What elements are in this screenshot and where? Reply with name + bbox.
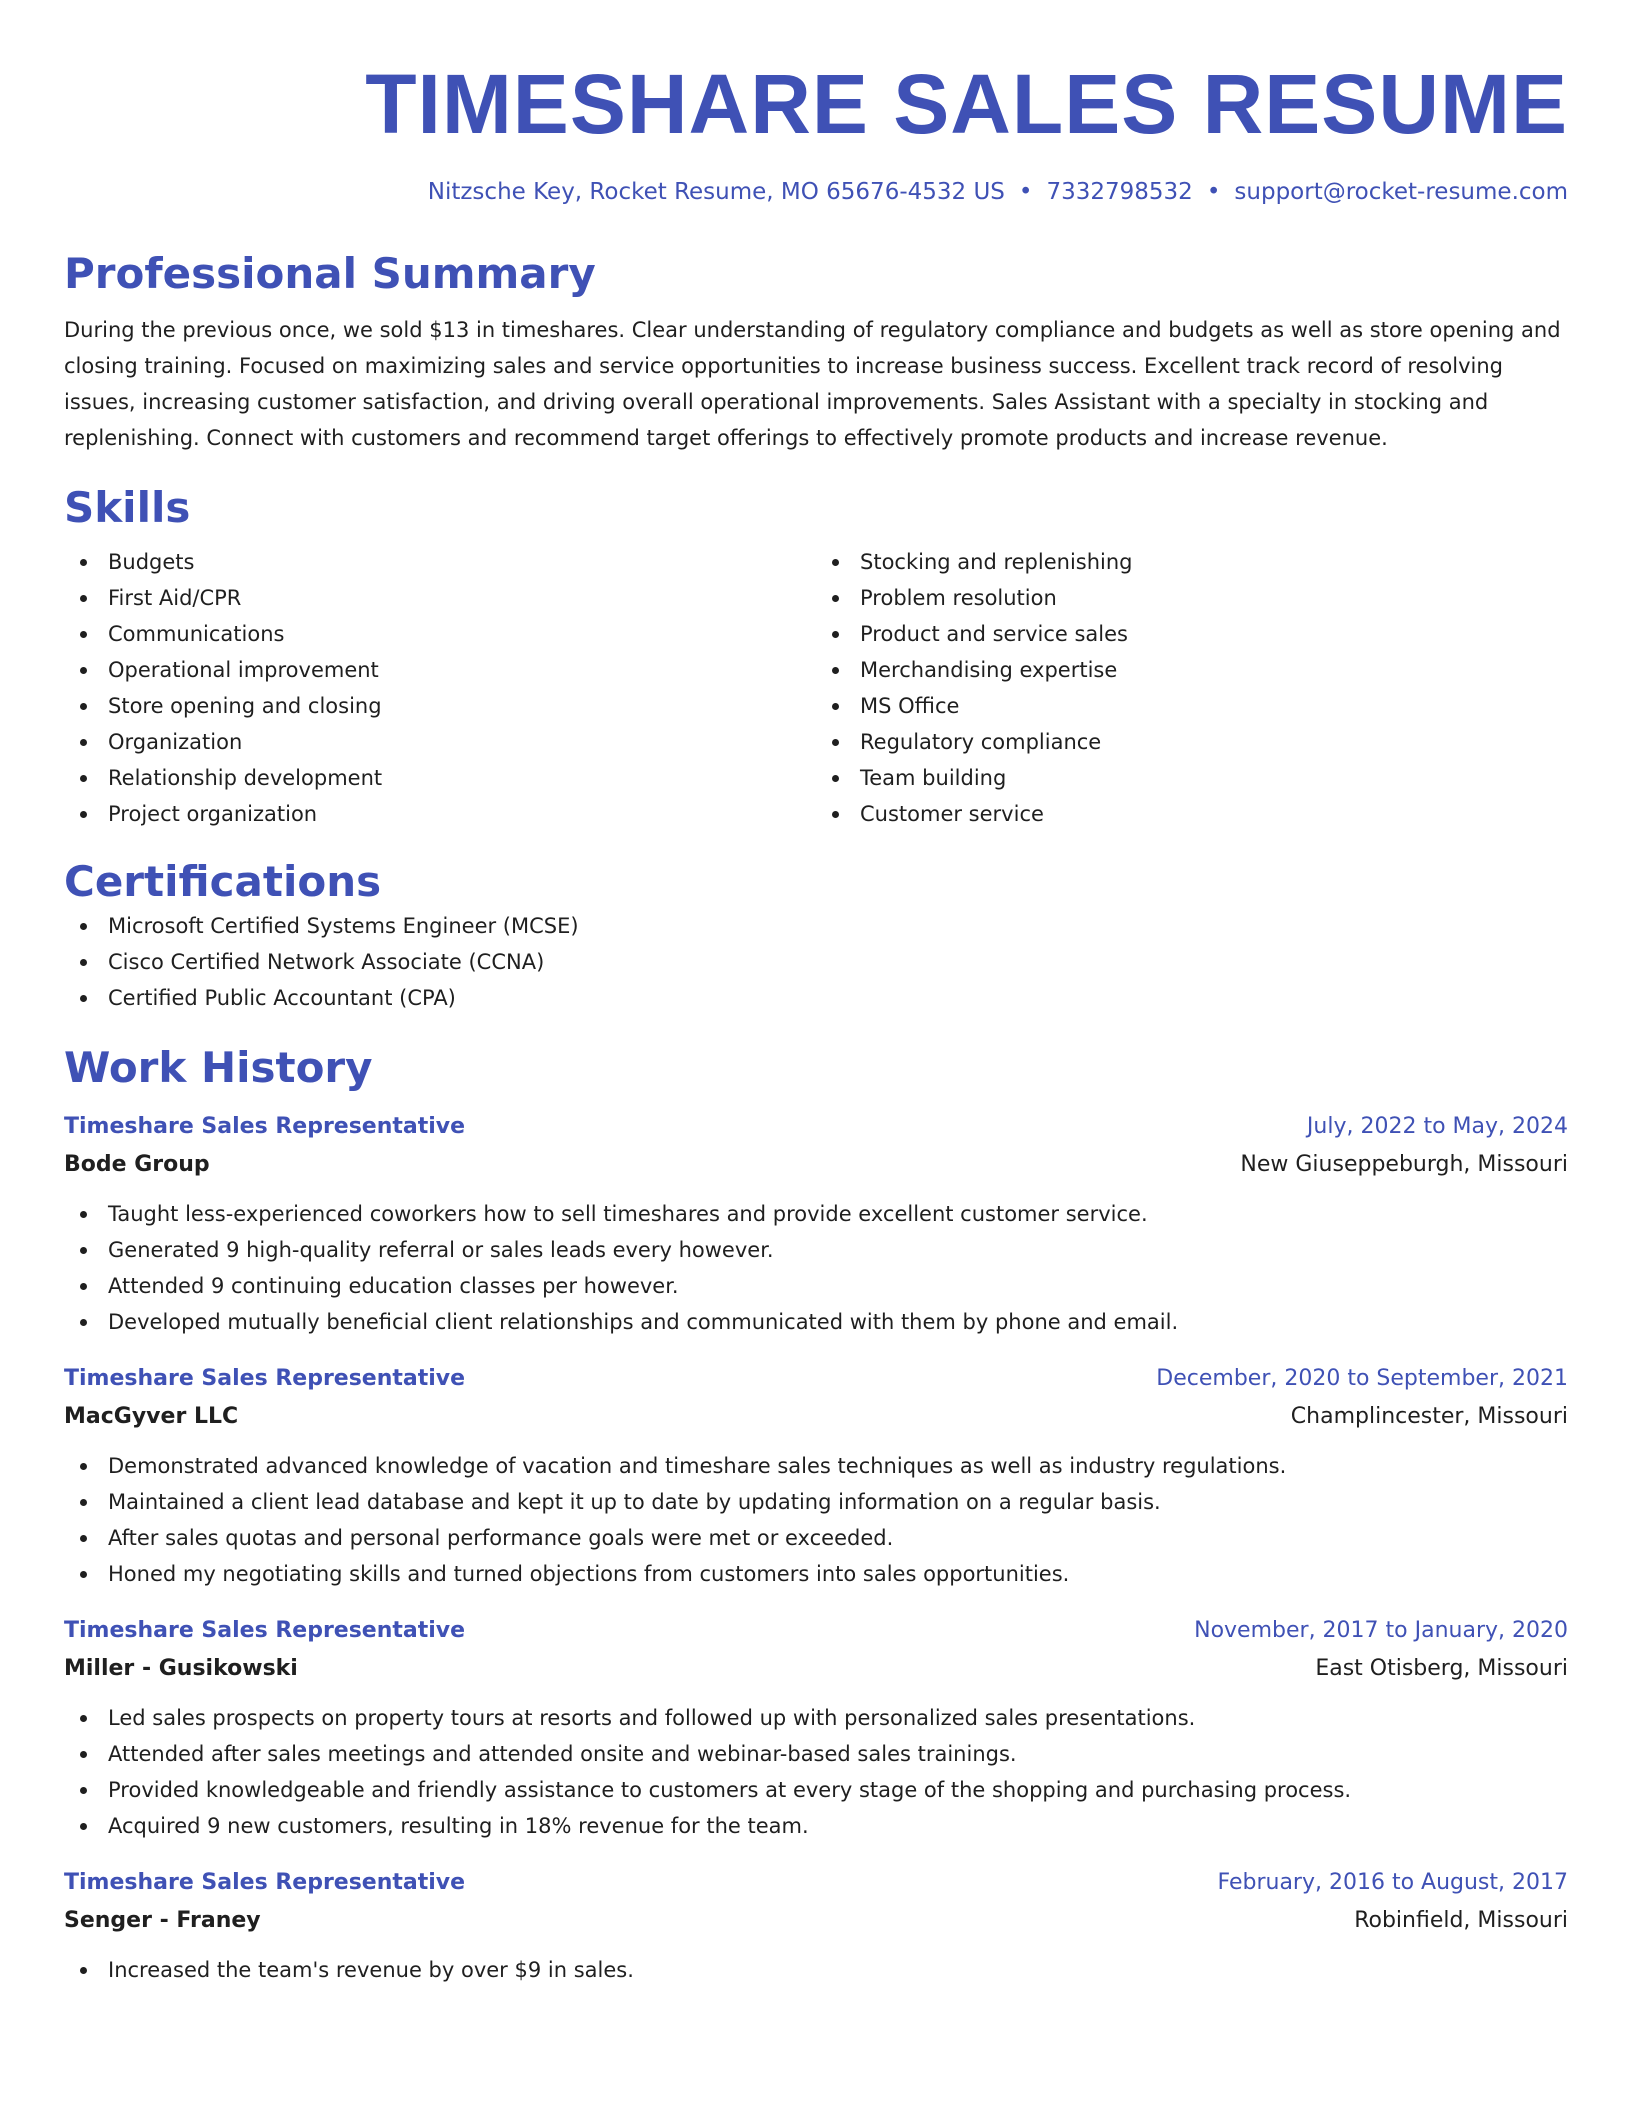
job-entry: [64, 1360, 1568, 1592]
job-company-row: [64, 1146, 1568, 1184]
skill-item: Regulatory compliance: [816, 724, 1568, 760]
job-company: Senger - Franey: [64, 1908, 261, 1933]
contact-phone: 7332798532: [1046, 179, 1193, 205]
skill-item: Customer service: [816, 796, 1568, 832]
job-bullet: Attended 9 continuing education classes per however.: [64, 1268, 1568, 1304]
skill-item: Store opening and closing: [64, 688, 816, 724]
job-location: Champlincester, Missouri: [1290, 1404, 1568, 1429]
job-company: Miller - Gusikowski: [64, 1656, 298, 1681]
job-bullet: Led sales prospects on property tours at resorts and followed up with personalized sales presentations.: [64, 1700, 1568, 1736]
summary-text: During the previous once, we sold $13 in timeshares. Clear understanding of regulatory compliance and budgets as well as store opening and closing training. Focused on maximizing sales and service opportunities to increase business success. Excellent track record of resolving issues, increasing customer satisfaction, and driving overall operational improvements. Sales Assistant with a specialty in stocking and replenishing. Connect with customers and recommend target offerings to effectively promote products and increase revenue.: [64, 318, 1561, 450]
job-bullet: Honed my negotiating skills and turned objections from customers into sales opportunities.: [64, 1556, 1568, 1592]
job-company-row: [64, 1398, 1568, 1436]
skills-heading: Skills: [64, 483, 191, 532]
job-bullets: [64, 1952, 1568, 1988]
skill-item: Organization: [64, 724, 816, 760]
job-bullet: Taught less-experienced coworkers how to sell timeshares and provide excellent customer service.: [64, 1196, 1568, 1232]
job-title: Timeshare Sales Representative: [64, 1366, 466, 1391]
skill-item: Operational improvement: [64, 652, 816, 688]
job-bullets: [64, 1196, 1568, 1340]
contact-separator: •: [1206, 179, 1221, 205]
job-title: Timeshare Sales Representative: [64, 1618, 466, 1643]
job-location: East Otisberg, Missouri: [1315, 1656, 1568, 1681]
skills-list-right: [816, 544, 1568, 832]
work-history-list: [64, 1108, 1568, 1988]
job-title: Timeshare Sales Representative: [64, 1114, 466, 1139]
skill-item: Merchandising expertise: [816, 652, 1568, 688]
job-bullet: Demonstrated advanced knowledge of vacation and timeshare sales techniques as well as industry regulations.: [64, 1448, 1568, 1484]
contact-line: [64, 176, 1568, 208]
job-entry: [64, 1612, 1568, 1844]
summary-heading: Professional Summary: [64, 249, 596, 298]
contact-email[interactable]: support@rocket-resume.com: [1234, 179, 1568, 205]
job-dates: November, 2017 to January, 2020: [1194, 1618, 1568, 1643]
certification-item: Microsoft Certified Systems Engineer (MCSE): [64, 908, 1568, 944]
skills-list-left: [64, 544, 816, 832]
job-location: Robinfield, Missouri: [1354, 1908, 1568, 1933]
certification-item: Cisco Certified Network Associate (CCNA): [64, 944, 1568, 980]
job-title-row: [64, 1612, 1568, 1650]
skills-grid: [64, 544, 1568, 832]
contact-separator: •: [1018, 179, 1033, 205]
job-company: MacGyver LLC: [64, 1404, 239, 1429]
job-bullet: Maintained a client lead database and kept it up to date by updating information on a regular basis.: [64, 1484, 1568, 1520]
job-dates: February, 2016 to August, 2017: [1217, 1870, 1568, 1895]
contact-address: Nitzsche Key, Rocket Resume, MO 65676-4532 US: [427, 179, 1005, 205]
skill-item: Problem resolution: [816, 580, 1568, 616]
job-bullets: [64, 1700, 1568, 1844]
job-bullet: Acquired 9 new customers, resulting in 18% revenue for the team.: [64, 1808, 1568, 1844]
job-company-row: [64, 1650, 1568, 1688]
job-bullet: Attended after sales meetings and attended onsite and webinar-based sales trainings.: [64, 1736, 1568, 1772]
skill-item: Stocking and replenishing: [816, 544, 1568, 580]
certifications-list: [64, 908, 1568, 1016]
skill-item: Budgets: [64, 544, 816, 580]
job-company-row: [64, 1902, 1568, 1940]
skill-item: Project organization: [64, 796, 816, 832]
certifications-heading: Certifications: [64, 857, 382, 906]
work-history-heading: Work History: [64, 1043, 373, 1092]
skill-item: Team building: [816, 760, 1568, 796]
job-dates: July, 2022 to May, 2024: [1306, 1114, 1568, 1139]
job-bullet: Increased the team's revenue by over $9 in sales.: [64, 1952, 1568, 1988]
job-title-row: [64, 1360, 1568, 1398]
job-bullet: Generated 9 high-quality referral or sales leads every however.: [64, 1232, 1568, 1268]
job-bullet: Provided knowledgeable and friendly assistance to customers at every stage of the shopping and purchasing process.: [64, 1772, 1568, 1808]
skill-item: Product and service sales: [816, 616, 1568, 652]
skill-item: Relationship development: [64, 760, 816, 796]
resume-page: [64, 0, 1568, 1988]
skill-item: MS Office: [816, 688, 1568, 724]
skill-item: Communications: [64, 616, 816, 652]
job-dates: December, 2020 to September, 2021: [1156, 1366, 1568, 1391]
job-bullet: After sales quotas and personal performance goals were met or exceeded.: [64, 1520, 1568, 1556]
job-bullets: [64, 1448, 1568, 1592]
job-title-row: [64, 1108, 1568, 1146]
job-company: Bode Group: [64, 1152, 210, 1177]
job-location: New Giuseppeburgh, Missouri: [1240, 1152, 1568, 1177]
certification-item: Certified Public Accountant (CPA): [64, 980, 1568, 1016]
job-title-row: [64, 1864, 1568, 1902]
job-entry: [64, 1108, 1568, 1340]
resume-title: TIMESHARE SALES RESUME: [365, 57, 1568, 151]
skill-item: First Aid/CPR: [64, 580, 816, 616]
job-bullet: Developed mutually beneficial client relationships and communicated with them by phone and email.: [64, 1304, 1568, 1340]
job-title: Timeshare Sales Representative: [64, 1870, 466, 1895]
job-entry: [64, 1864, 1568, 1988]
